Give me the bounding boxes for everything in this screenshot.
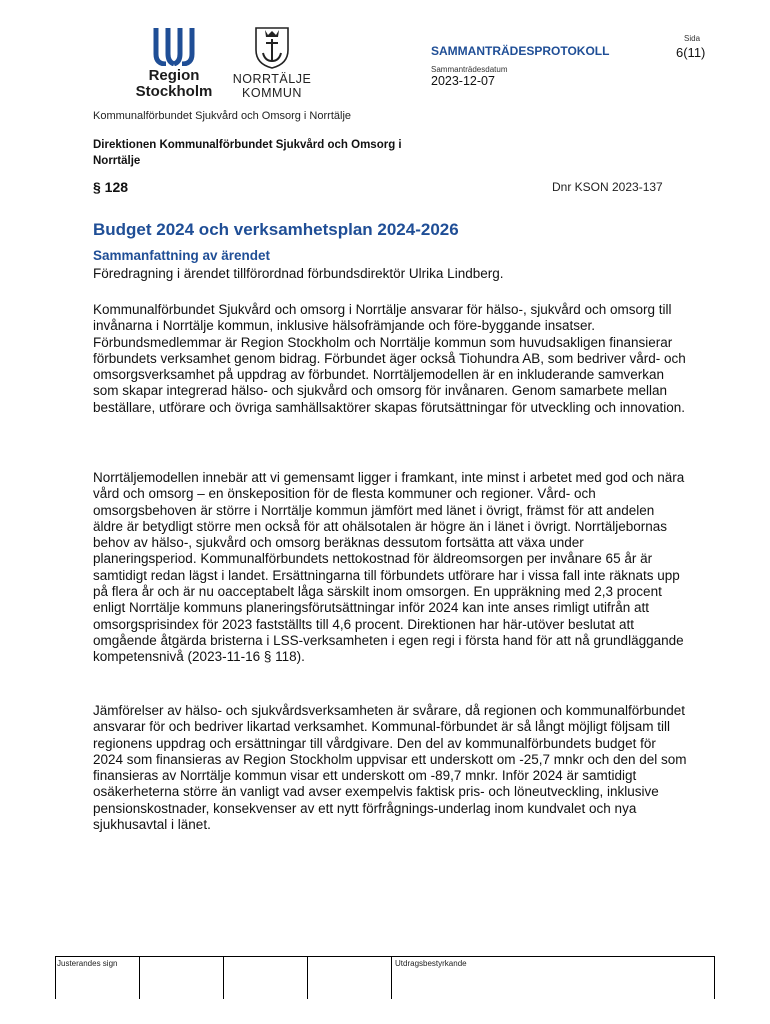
document-title: Budget 2024 och verksamhetsplan 2024-2026	[93, 220, 459, 239]
signature-box-divider	[307, 957, 308, 999]
region-stockholm-logo	[132, 26, 216, 100]
page-number: 6(11)	[676, 45, 706, 60]
document-type: SAMMANTRÄDESPROTOKOLL	[431, 44, 610, 58]
signature-box-divider	[55, 957, 56, 999]
intro-text: Föredragning i ärendet tillförordnad förbundsdirektör Ulrika Lindberg.	[93, 266, 504, 281]
norrtalje-kommun-logo	[232, 26, 312, 100]
paragraph-number: § 128	[93, 179, 129, 195]
signature-footer	[55, 956, 715, 1000]
adjuster-signature-label: Justerandes sign	[57, 959, 118, 968]
signature-box-divider	[391, 957, 392, 999]
anchor-shield-icon	[254, 26, 290, 70]
organization-name: Kommunalförbundet Sjukvård och Omsorg i Norrtälje	[93, 110, 352, 122]
extract-certification-label: Utdragsbestyrkande	[395, 959, 467, 968]
signature-box-divider	[714, 957, 715, 999]
logo-kommun-line2: KOMMUN	[242, 86, 302, 100]
case-reference: Dnr KSON 2023-137	[552, 180, 663, 194]
logo-region-line1: Region	[148, 67, 200, 84]
region-stockholm-emblem-icon	[148, 26, 200, 66]
page-label: Sida	[684, 34, 701, 43]
body-paragraph: Kommunalförbundet Sjukvård och omsorg i Norrtälje ansvarar för hälso-, sjukvård och omsorg till invånarna i Norrtälje kommun, inklusive hälsofrämjande och före-byggande insatser. Förbundsmedlemmar är Region Stockholm och Norrtälje kommun som huvudsakligen finansierar förbundets verksamhet genom bidrag. Förbundet äger också Tiohundra AB, som bedriver vård- och omsorgsverksamhet på uppdrag av förbundet. Norrtäljemodellen är en inkluderande samverkan som skapar integrerad hälso- och sjukvård och omsorg för invånaren. Genom samarbete mellan beställare, utförare och övriga samhällsaktörer skapas förutsättningar för utveckling och innovation.	[93, 302, 686, 415]
signature-box-divider	[139, 957, 140, 999]
meeting-date-label: Sammanträdesdatum	[431, 65, 508, 74]
committee-name: Direktionen Kommunalförbundet Sjukvård och Omsorg i Norrtälje	[93, 139, 402, 167]
logo-region-line2: Stockholm	[135, 83, 213, 100]
body-paragraph: Jämförelser av hälso- och sjukvårdsverksamheten är svårare, då regionen och kommunalförbundet ansvarar för och bedriver likartad verksamhet. Kommunal-förbundet är så långt möjligt följsam till regionens uppdrag och ersättningar till vårdgivare. Den del av kommunalförbundets budget för 2024 som finansieras av Region Stockholm uppvisar ett underskott om -25,7 mnkr och den del som finansieras av Norrtälje kommun visar ett underskott om -89,7 mnkr. Inför 2024 är samtidigt osäkerheterna större än vanligt vad avser exempelvis faktisk pris- och löneutveckling, inklusive pensionskostnader, konsekvenser av ett nytt förfrågnings-underlag inom kundvalet och nya sjukhusavtal i länet.	[93, 703, 687, 833]
signature-box-divider	[223, 957, 224, 999]
section-heading: Sammanfattning av ärendet	[93, 248, 271, 263]
meeting-date: 2023-12-07	[431, 74, 495, 88]
body-paragraph: Norrtäljemodellen innebär att vi gemensamt ligger i framkant, inte minst i arbetet med god och nära vård och omsorg – en önskeposition för de flesta kommuner och regioner. Vård- och omsorgsbehoven är större i Norrtälje kommun jämfört med länet i övrigt, främst för att andelen äldre är betydligt större men också för att ohälsotalen är högre än i länet i övrigt. Norrtäljebornas behov av hälso-, sjukvård och omsorg beräknas dessutom fortsätta att växa under planeringsperiod. Kommunalförbundets nettokostnad för äldreomsorgen per invånare 65 år är samtidigt redan lägst i landet. Ersättningarna till förbundets utförare har i vissa fall inte räknats upp på flera år och är nu oacceptabelt låga särskilt inom omsorgen. En uppräkning med 2,3 procent enligt Norrtälje kommuns planeringsförutsättningar inför 2024 kan inte anses rimligt utifrån att omsorgsprisindex för 2023 fastställts till 4,6 procent. Direktionen har här-utöver beslutat att omgående åtgärda bristerna i LSS-verksamheten i egen regi i första hand för att nå grundläggande kompetensnivå (2023-11-16 § 118).	[93, 470, 685, 665]
logo-kommun-line1: NORRTÄLJE	[232, 72, 312, 86]
